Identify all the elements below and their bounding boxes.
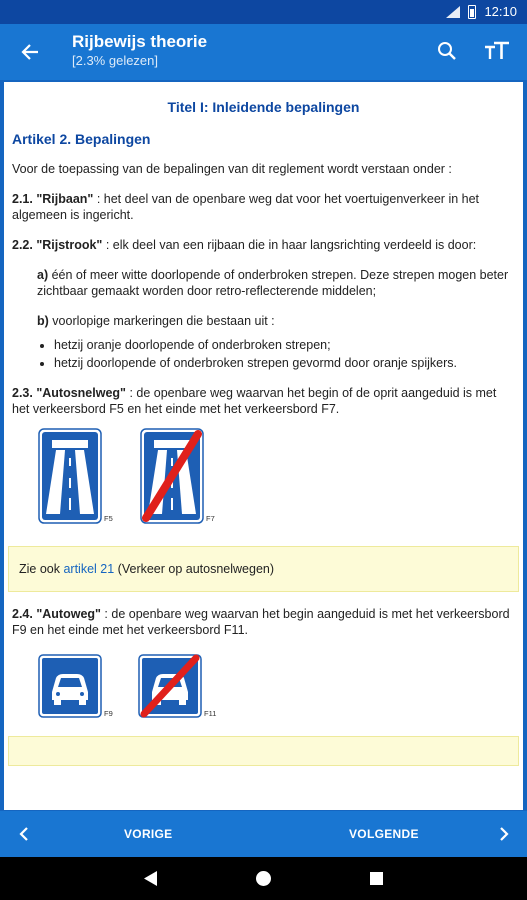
- system-navigation-bar: [0, 857, 527, 900]
- bottom-navigation: [0, 811, 527, 857]
- section-title: Titel I: Inleidende bepalingen: [167, 99, 360, 115]
- definition-term: "Rijbaan": [36, 192, 94, 206]
- system-back-icon[interactable]: [144, 871, 158, 886]
- definition-term: "Autoweg": [36, 607, 101, 621]
- sub-letter: b): [37, 314, 49, 328]
- definition-2-3: [12, 385, 515, 417]
- text-size-icon: [484, 41, 510, 61]
- sign-f5[interactable]: [38, 428, 113, 528]
- definition-2-2: [12, 237, 515, 253]
- sub-letter: a): [37, 268, 49, 282]
- sign-code: F9: [104, 709, 113, 718]
- battery-icon: [468, 5, 476, 19]
- see-also-note: [8, 546, 519, 592]
- app-title: Rijbewijs theorie: [72, 32, 208, 51]
- definition-number: 2.3.: [12, 386, 37, 400]
- road-signs: [38, 654, 515, 724]
- system-home-icon[interactable]: [256, 871, 271, 886]
- article-21-link[interactable]: artikel 21: [63, 562, 115, 576]
- definition-term: "Autosnelweg": [36, 386, 126, 400]
- chevron-left-icon: [19, 826, 29, 842]
- sign-f7[interactable]: [140, 428, 215, 528]
- sign-code: F11: [204, 709, 217, 718]
- definition-2-4: [12, 606, 515, 638]
- system-recents-icon[interactable]: [370, 872, 383, 885]
- motorway-signs: [38, 428, 515, 528]
- app-bar: [0, 24, 527, 80]
- definition-term: "Rijstrook": [36, 238, 103, 252]
- note-prefix: Zie ook: [19, 562, 64, 576]
- search-button[interactable]: [432, 36, 462, 66]
- clock: 12:10: [484, 4, 517, 19]
- text-size-button[interactable]: [480, 36, 514, 66]
- sign-code: F5: [104, 514, 113, 523]
- next-note: [8, 736, 519, 766]
- intro-paragraph: Voor de toepassing van de bepalingen van dit reglement wordt verstaan onder :: [12, 162, 452, 176]
- car-road-sign-icon: [38, 654, 102, 718]
- note-suffix: (Verkeer op autosnelwegen): [114, 562, 275, 576]
- definition-2-1: [12, 191, 515, 223]
- definition-text: : elk deel van een rijbaan die in haar langsrichting verdeeld is door:: [102, 238, 477, 252]
- list-item: • hetzij doorlopende of onderbroken strepen gevormd door oranje spijkers.: [54, 355, 515, 371]
- list-item: • hetzij oranje doorlopende of onderbroken strepen;: [54, 337, 515, 353]
- definition-text: : de openbare weg waarvan het begin of de oprit aangeduid is met het verkeersbord F5 en het einde met het verkeersbord F7.: [12, 386, 497, 416]
- chevron-right-icon: [499, 826, 509, 842]
- article-title: Artikel 2. Bepalingen: [12, 131, 151, 147]
- motorway-sign-icon: [38, 428, 102, 524]
- end-of-motorway-sign-icon: [140, 428, 204, 524]
- marking-list: [54, 337, 515, 371]
- previous-button[interactable]: VORIGE: [124, 827, 173, 841]
- sign-f11[interactable]: [138, 654, 217, 724]
- wifi-icon: [446, 6, 460, 18]
- back-button[interactable]: [14, 36, 46, 68]
- previous-arrow-button[interactable]: [14, 823, 34, 845]
- sub-text: voorlopige markeringen die bestaan uit :: [48, 314, 275, 328]
- next-arrow-button[interactable]: [494, 823, 514, 845]
- definition-2-2-a: [37, 267, 509, 299]
- search-icon: [437, 41, 457, 61]
- definition-number: 2.2.: [12, 238, 37, 252]
- next-button[interactable]: VOLGENDE: [349, 827, 419, 841]
- definition-text: : het deel van de openbare weg dat voor het voertuigenverkeer in het algemeen is ingericht.: [12, 192, 480, 222]
- definition-number: 2.4.: [12, 607, 37, 621]
- sign-f9[interactable]: [38, 654, 113, 724]
- definition-number: 2.1.: [12, 192, 37, 206]
- arrow-left-icon: [21, 43, 39, 61]
- status-bar: [0, 0, 527, 24]
- end-of-car-road-sign-icon: [138, 654, 202, 718]
- sub-text: één of meer witte doorlopende of onderbroken strepen. Deze strepen mogen beter zichtbaar gemaakt worden door retro-reflecterende middelen;: [37, 268, 509, 298]
- definition-text: : de openbare weg waarvan het begin aangeduid is met het verkeersbord F9 en het einde met het verkeersbord F11.: [12, 607, 510, 637]
- sign-code: F7: [206, 514, 215, 523]
- reading-progress: [2.3% gelezen]: [72, 53, 159, 68]
- definition-2-2-b: [37, 313, 509, 329]
- article-content[interactable]: [4, 82, 523, 810]
